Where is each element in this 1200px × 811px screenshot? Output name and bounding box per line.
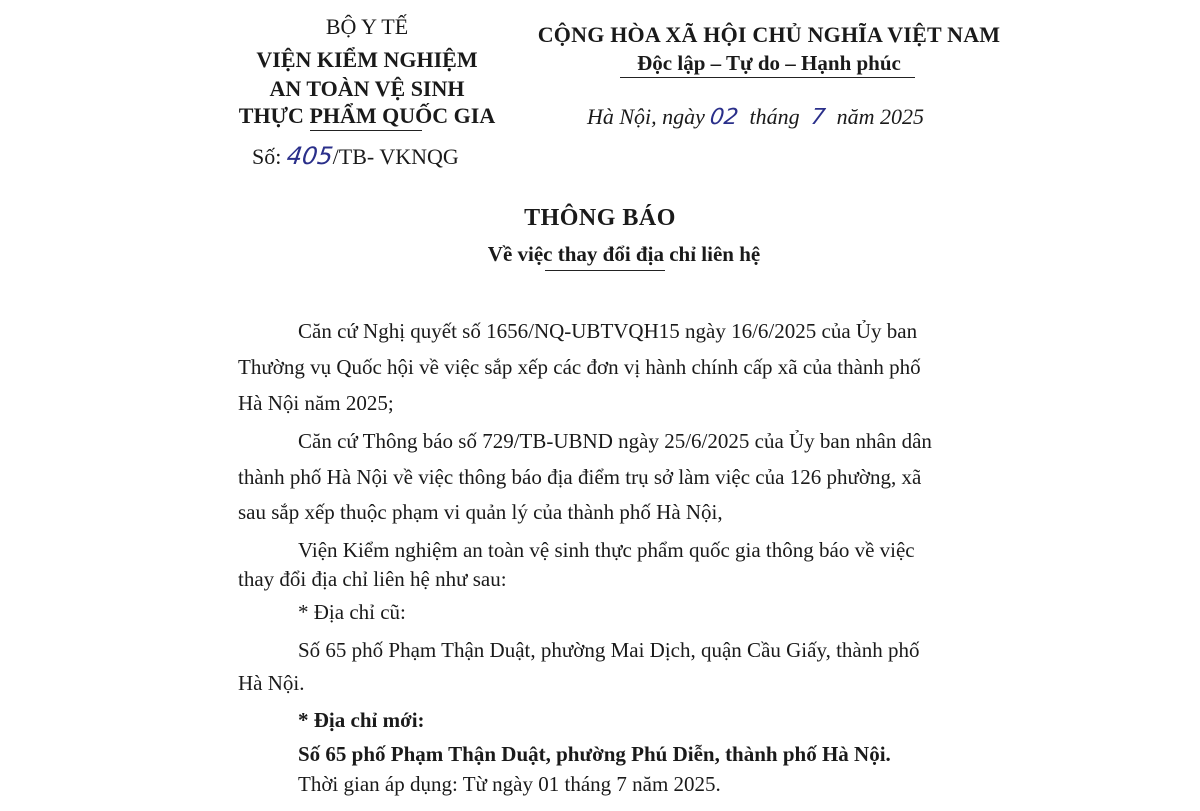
date-day-handwritten: 02 (708, 105, 741, 130)
paragraph-2-line-2: thành phố Hà Nội về việc thông báo địa điểm trụ sở làm việc của 126 phường, xã (238, 465, 922, 489)
paragraph-2-line-3: sau sắp xếp thuộc phạm vi quản lý của thành phố Hà Nội, (238, 500, 723, 524)
paragraph-1-line-1: Căn cứ Nghị quyết số 1656/NQ-UBTVQH15 ngày 16/6/2025 của Ủy ban (298, 319, 918, 343)
paragraph-1-line-2: Thường vụ Quốc hội về việc sắp xếp các đơn vị hành chính cấp xã của thành phố (238, 355, 921, 379)
date-month-label: tháng (749, 104, 800, 129)
institute-name-line-3: THỰC PHẨM QUỐC GIA (238, 103, 496, 128)
paragraph-2-line-1: Căn cứ Thông báo số 729/TB-UBND ngày 25/6/2025 của Ủy ban nhân dân (298, 429, 932, 453)
national-title: CỘNG HÒA XÃ HỘI CHỦ NGHĨA VIỆT NAM (537, 22, 1001, 47)
institute-name-line-1: VIỆN KIỂM NGHIỆM (256, 47, 478, 72)
date-year: năm 2025 (836, 104, 924, 129)
document-number-prefix: Số: (252, 144, 282, 169)
document-number (252, 142, 459, 170)
paragraph-1-line-3: Hà Nội năm 2025; (238, 391, 394, 415)
new-address: Số 65 phố Phạm Thận Duật, phường Phú Diễn, thành phố Hà Nội. (298, 742, 891, 766)
institute-name-underline (310, 130, 422, 131)
old-address-line-2: Hà Nội. (238, 671, 305, 695)
effective-date: Thời gian áp dụng: Từ ngày 01 tháng 7 năm 2025. (298, 772, 721, 796)
motto-underline (620, 77, 915, 78)
paragraph-3-line-2: thay đổi địa chỉ liên hệ như sau: (238, 567, 507, 591)
document-number-suffix: /TB- VKNQG (332, 144, 459, 169)
old-address-line-1: Số 65 phố Phạm Thận Duật, phường Mai Dịch, quận Cầu Giấy, thành phố (298, 638, 920, 662)
subtitle-underline (545, 270, 665, 271)
document-subtitle: Về việc thay đổi địa chỉ liên hệ (487, 242, 761, 266)
date-prefix: Hà Nội, ngày (587, 104, 705, 129)
institute-name-line-2: AN TOÀN VỆ SINH (269, 76, 465, 101)
national-motto: Độc lập – Tự do – Hạnh phúc (637, 51, 901, 75)
document-title: THÔNG BÁO (524, 205, 676, 231)
issue-date (587, 104, 924, 130)
paragraph-3-line-1: Viện Kiểm nghiệm an toàn vệ sinh thực phẩm quốc gia thông báo về việc (298, 538, 915, 562)
document-number-handwritten: 405 (284, 142, 335, 170)
ministry-name: BỘ Y TẾ (325, 14, 409, 39)
date-month-handwritten: 7 (809, 105, 827, 130)
old-address-label: * Địa chỉ cũ: (298, 600, 406, 624)
new-address-label: * Địa chỉ mới: (298, 708, 425, 732)
